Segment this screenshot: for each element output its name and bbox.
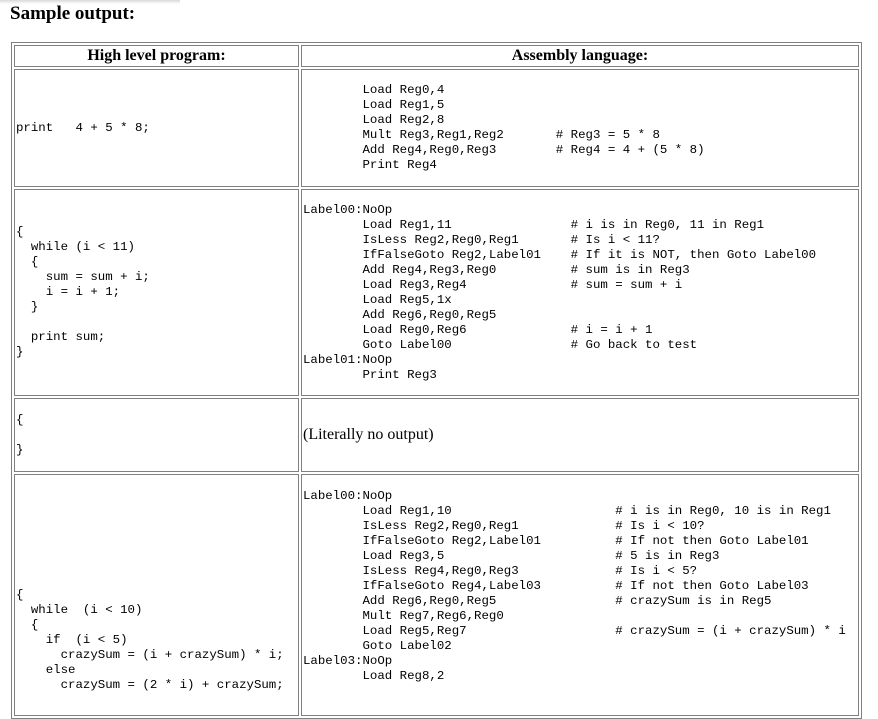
header-assembly: Assembly language:: [301, 45, 859, 67]
high-level-code: { while (i < 11) { sum = sum + i; i = i + 1; } print sum; }: [16, 225, 150, 359]
assembly-cell: [301, 474, 859, 716]
header-high-level: High level program:: [14, 45, 299, 67]
assembly-output-text: (Literally no output): [303, 426, 434, 443]
assembly-cell: [301, 398, 859, 472]
high-level-cell: [14, 474, 299, 716]
assembly-cell: [301, 189, 859, 396]
high-level-cell: [14, 398, 299, 472]
sample-output-table: [11, 42, 862, 719]
high-level-code: print 4 + 5 * 8;: [16, 120, 150, 135]
page-heading: Sample output:: [10, 3, 136, 24]
table-row: [14, 189, 859, 396]
assembly-cell: [301, 69, 859, 187]
high-level-code: { while (i < 10) { if (i < 5) crazySum = (i + crazySum) * i; else crazySum = (2 * i) + crazySum;: [16, 587, 284, 692]
assembly-code: Load Reg0,4 Load Reg1,5 Load Reg2,8 Mult Reg3,Reg1,Reg2 # Reg3 = 5 * 8 Add Reg4,Reg0,Reg3 # Reg4 = 4 + (5 * 8) Print Reg4: [362, 83, 705, 172]
header-row: [14, 45, 859, 67]
table-row: [14, 69, 859, 187]
table-row: [14, 398, 859, 472]
high-level-code: { }: [16, 412, 24, 457]
assembly-code: Label00:NoOp Load Reg1,10 # i is in Reg0, 10 is in Reg1 IsLess Reg2,Reg0,Reg1 # Is i < 10? IfFalseGoto Reg2,Label01 # If not then Goto Label01 Load Reg3,5 # 5 is in Reg3 IsLess Reg4,Reg0,Reg3 # Is i < 5? IfFalseGoto Reg4,Label03 # If not then Goto Label03 Add Reg6,Reg0,Reg5 # crazySum is in Reg5 Mult Reg7,Reg6,Reg0 Load Reg5,Reg7 # crazySum = (i + crazySum) * i Goto Label02 Label03:NoOp Load Reg8,2: [303, 489, 846, 683]
assembly-code: Label00:NoOp Load Reg1,11 # i is in Reg0, 11 in Reg1 IsLess Reg2,Reg0,Reg1 # Is i < 11? IfFalseGoto Reg2,Label01 # If it is NOT, then Goto Label00 Add Reg4,Reg3,Reg0 # sum is in Reg3 Load Reg3,Reg4 # sum = sum + i Load Reg5,1x Add Reg6,Reg0,Reg5 Load Reg0,Reg6 # i = i + 1 Goto Label00 # Go back to test Label01:NoOp Print Reg3: [303, 202, 817, 382]
high-level-cell: [14, 69, 299, 187]
table-row: [14, 474, 859, 716]
high-level-cell: [14, 189, 299, 396]
